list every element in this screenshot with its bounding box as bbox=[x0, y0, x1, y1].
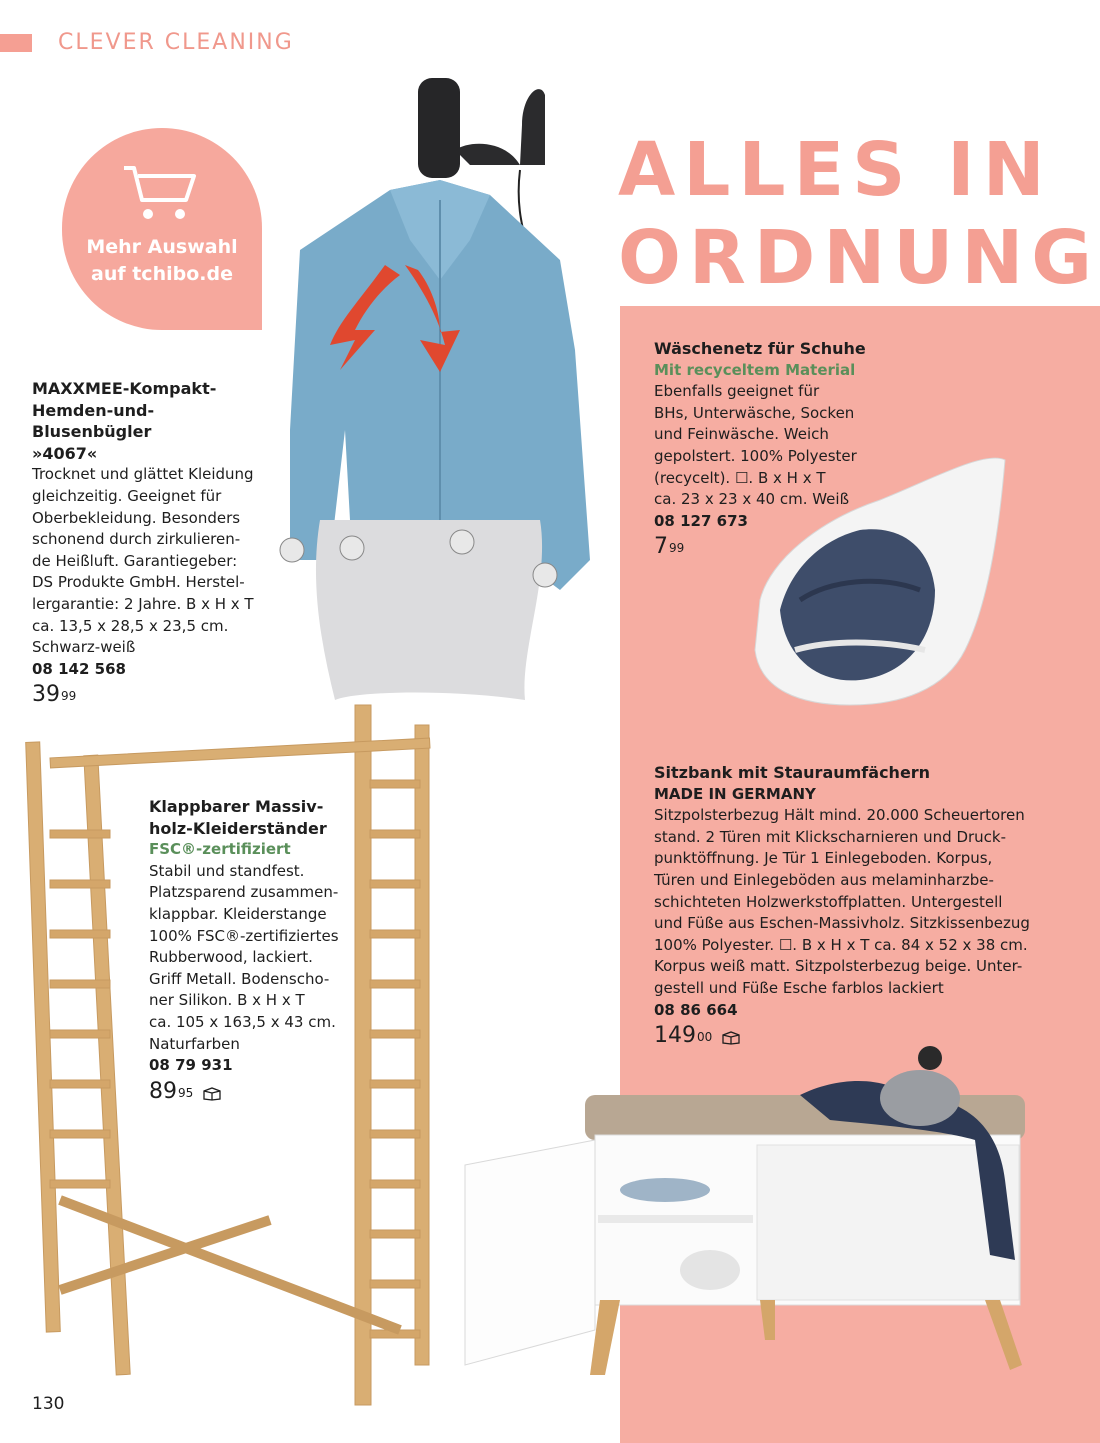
promo-line-2: auf tchibo.de bbox=[91, 263, 233, 285]
description-line: und Feinwäsche. Weich bbox=[654, 425, 829, 444]
price bbox=[654, 536, 894, 560]
description-line: Korpus weiß matt. Sitzpolsterbezug beige. Unter- bbox=[654, 957, 1023, 976]
product-title-line: Hemden-und-Blusenbügler bbox=[32, 400, 155, 442]
price bbox=[149, 1078, 349, 1105]
product-shirt-dryer bbox=[32, 378, 272, 708]
storage-bench-image bbox=[465, 1046, 1025, 1375]
description-line: ca. 13,5 x 28,5 x 23,5 cm. bbox=[32, 616, 229, 635]
promo-line-1: Mehr Auswahl bbox=[86, 236, 238, 258]
product-description bbox=[149, 861, 349, 1055]
description-line: (recycelt). ☐. B x H x T bbox=[654, 468, 826, 487]
product-title: Sitzbank mit Stauraumfächern bbox=[654, 763, 931, 782]
description-line: Naturfarben bbox=[149, 1034, 240, 1053]
article-number: 08 86 664 bbox=[654, 1000, 738, 1019]
article-number: 08 79 931 bbox=[149, 1056, 233, 1075]
shirt-dryer-image bbox=[280, 78, 590, 700]
description-line: schonend durch zirkulieren- bbox=[32, 530, 241, 549]
article-number: 08 142 568 bbox=[32, 659, 126, 678]
description-line: ca. 23 x 23 x 40 cm. Weiß bbox=[654, 490, 850, 509]
description-line: BHs, Unterwäsche, Socken bbox=[654, 403, 855, 422]
product-title bbox=[149, 796, 349, 839]
price-cents: 99 bbox=[61, 689, 77, 704]
page-number: 130 bbox=[32, 1394, 65, 1414]
description-line: de Heißluft. Garantiegeber: bbox=[32, 551, 238, 570]
description-line: gleichzeitig. Geeignet für bbox=[32, 486, 222, 505]
price-main: 39 bbox=[32, 682, 60, 708]
description-line: Trocknet und glättet Kleidung bbox=[32, 465, 254, 484]
product-title-line: Klappbarer Massiv- bbox=[149, 797, 324, 816]
description-line: ner Silikon. B x H x T bbox=[149, 991, 305, 1010]
product-title bbox=[32, 378, 272, 464]
product-storage-bench bbox=[654, 762, 1084, 1049]
description-line: Türen und Einlegeböden aus melaminharzbe- bbox=[654, 870, 994, 889]
delivery-box-icon bbox=[203, 1087, 221, 1101]
description-line: Oberbekleidung. Besonders bbox=[32, 508, 241, 527]
delivery-box-icon bbox=[722, 1031, 740, 1045]
page-headline bbox=[618, 126, 1100, 302]
headline-line-2: ORDNUNG bbox=[618, 215, 1100, 301]
section-title: CLEVER CLEANING bbox=[58, 30, 294, 55]
description-line: Ebenfalls geeignet für bbox=[654, 382, 820, 401]
shopping-cart-icon bbox=[120, 164, 200, 228]
price-cents: 95 bbox=[178, 1085, 194, 1100]
product-title: Wäschenetz für Schuhe bbox=[654, 339, 866, 358]
description-line: 100% Polyester. ☐. B x H x T ca. 84 x 52 x 38 cm. bbox=[654, 935, 1028, 954]
product-clothes-rack bbox=[149, 796, 349, 1104]
description-line: 100% FSC®-zertifiziertes bbox=[149, 926, 339, 945]
product-description bbox=[654, 381, 894, 511]
promo-text bbox=[62, 234, 262, 288]
description-line: gestell und Füße Esche farblos lackiert bbox=[654, 978, 944, 997]
product-subtitle: Mit recyceltem Material bbox=[654, 360, 856, 379]
product-shoe-laundry-net bbox=[654, 338, 894, 560]
description-line: ca. 105 x 163,5 x 43 cm. bbox=[149, 1012, 336, 1031]
section-marker bbox=[0, 34, 32, 52]
price bbox=[654, 1025, 1084, 1049]
product-title-line: »4067« bbox=[32, 443, 98, 463]
description-line: Rubberwood, lackiert. bbox=[149, 948, 313, 967]
description-line: punktöffnung. Je Tür 1 Einlegeboden. Korpus, bbox=[654, 849, 993, 868]
product-subtitle: MADE IN GERMANY bbox=[654, 784, 816, 803]
price-cents: 99 bbox=[669, 541, 685, 556]
price-main: 7 bbox=[654, 534, 668, 560]
price-cents: 00 bbox=[697, 1030, 713, 1045]
description-line: stand. 2 Türen mit Klickscharnieren und Druck- bbox=[654, 827, 1007, 846]
price-main: 149 bbox=[654, 1023, 696, 1049]
description-line: Sitzpolsterbezug Hält mind. 20.000 Scheuertoren bbox=[654, 806, 1025, 825]
promo-badge[interactable] bbox=[62, 128, 262, 330]
article-number: 08 127 673 bbox=[654, 511, 748, 530]
product-description bbox=[654, 805, 1084, 999]
description-line: Schwarz-weiß bbox=[32, 638, 136, 657]
description-line: klappbar. Kleiderstange bbox=[149, 904, 327, 923]
price-main: 89 bbox=[149, 1078, 177, 1104]
description-line: und Füße aus Eschen-Massivholz. Sitzkissenbezug bbox=[654, 914, 1030, 933]
description-line: Stabil und standfest. bbox=[149, 861, 305, 880]
description-line: DS Produkte GmbH. Herstel- bbox=[32, 573, 245, 592]
price bbox=[32, 684, 272, 708]
description-line: Griff Metall. Bodenscho- bbox=[149, 969, 330, 988]
description-line: schichteten Holzwerkstoffplatten. Untergestell bbox=[654, 892, 1003, 911]
headline-line-1: ALLES IN bbox=[618, 127, 1053, 213]
product-subtitle: FSC®-zertifiziert bbox=[149, 840, 291, 859]
product-title-line: MAXXMEE-Kompakt- bbox=[32, 379, 217, 398]
description-line: Platzsparend zusammen- bbox=[149, 883, 339, 902]
description-line: gepolstert. 100% Polyester bbox=[654, 446, 857, 465]
description-line: lergarantie: 2 Jahre. B x H x T bbox=[32, 594, 254, 613]
product-description bbox=[32, 464, 272, 658]
product-title-line: holz-Kleiderständer bbox=[149, 818, 327, 838]
